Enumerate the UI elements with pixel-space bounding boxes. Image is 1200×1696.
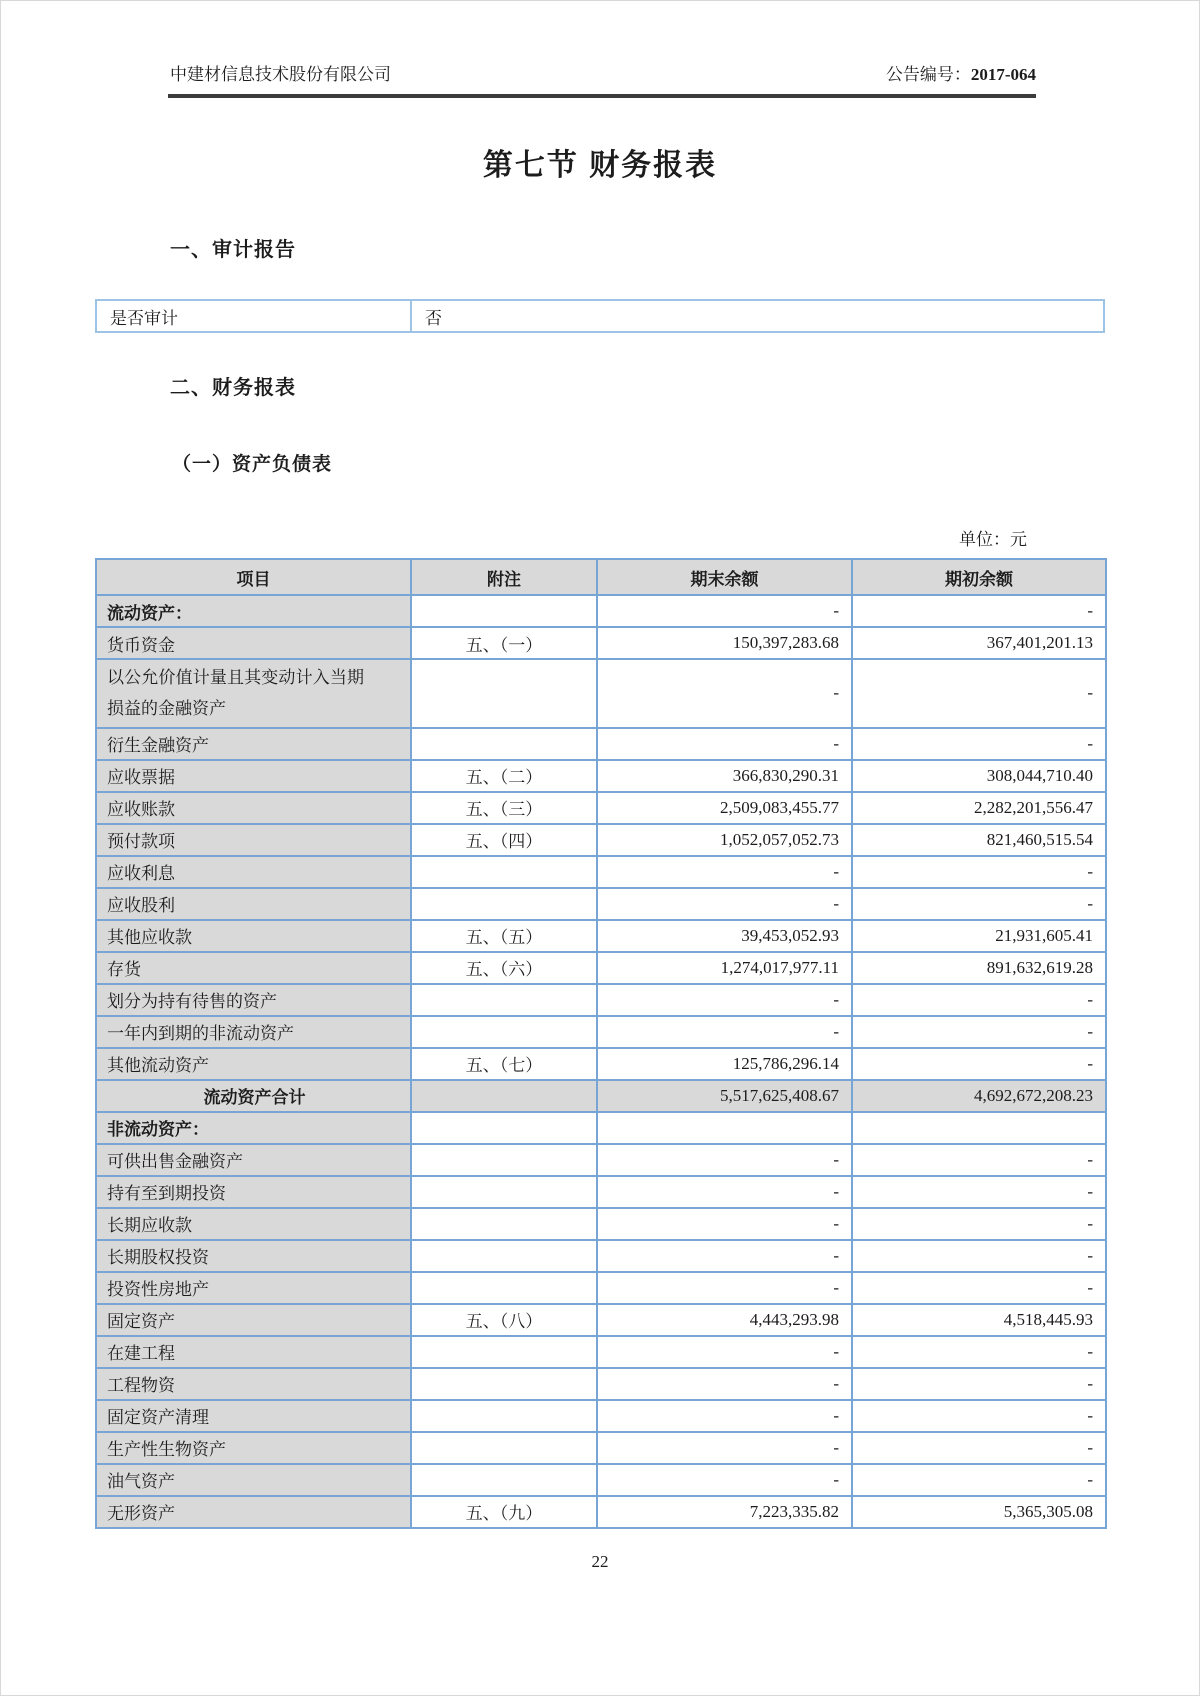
cell-note xyxy=(411,1016,597,1048)
cell-item: 非流动资产： xyxy=(96,1112,411,1144)
cell-note xyxy=(411,659,597,728)
unit-label: 单位：元 xyxy=(959,530,1027,549)
cell-item: 持有至到期投资 xyxy=(96,1176,411,1208)
cell-item: 存货 xyxy=(96,952,411,984)
cell-item: 应收利息 xyxy=(96,856,411,888)
cell-beginning-balance: 891,632,619.28 xyxy=(852,952,1106,984)
cell-ending-balance: 125,786,296.14 xyxy=(597,1048,852,1080)
table-row xyxy=(96,824,1106,856)
table-row xyxy=(96,984,1106,1016)
cell-note xyxy=(411,1112,597,1144)
notice-number-group xyxy=(886,60,1036,85)
table-row xyxy=(96,1048,1106,1080)
cell-ending-balance: - xyxy=(597,1464,852,1496)
cell-beginning-balance: - xyxy=(852,1048,1106,1080)
column-header-ending-balance: 期末余额 xyxy=(597,559,852,595)
cell-note xyxy=(411,1208,597,1240)
cell-note xyxy=(411,984,597,1016)
cell-item: 预付款项 xyxy=(96,824,411,856)
cell-ending-balance: 5,517,625,408.67 xyxy=(597,1080,852,1112)
cell-note xyxy=(411,728,597,760)
cell-ending-balance: - xyxy=(597,1368,852,1400)
cell-note: 五、（五） xyxy=(411,920,597,952)
cell-ending-balance: - xyxy=(597,595,852,627)
table-row xyxy=(96,1144,1106,1176)
cell-beginning-balance: 4,692,672,208.23 xyxy=(852,1080,1106,1112)
cell-beginning-balance: 21,931,605.41 xyxy=(852,920,1106,952)
cell-beginning-balance: 308,044,710.40 xyxy=(852,760,1106,792)
table-row xyxy=(96,792,1106,824)
cell-note: 五、（三） xyxy=(411,792,597,824)
cell-ending-balance xyxy=(597,1112,852,1144)
table-row xyxy=(96,856,1106,888)
cell-note xyxy=(411,1400,597,1432)
notice-number: 2017-064 xyxy=(970,65,1036,84)
cell-beginning-balance: 5,365,305.08 xyxy=(852,1496,1106,1528)
table-row xyxy=(96,1496,1106,1528)
cell-ending-balance: - xyxy=(597,856,852,888)
table-row xyxy=(96,1176,1106,1208)
cell-note xyxy=(411,1240,597,1272)
cell-note: 五、（九） xyxy=(411,1496,597,1528)
cell-item: 划分为持有待售的资产 xyxy=(96,984,411,1016)
notice-label: 公告编号： xyxy=(885,65,971,84)
cell-note: 五、（七） xyxy=(411,1048,597,1080)
cell-beginning-balance: - xyxy=(852,984,1106,1016)
cell-beginning-balance: - xyxy=(852,1240,1106,1272)
cell-beginning-balance: - xyxy=(852,1432,1106,1464)
cell-item: 固定资产 xyxy=(96,1304,411,1336)
cell-ending-balance: - xyxy=(597,984,852,1016)
cell-beginning-balance: 367,401,201.13 xyxy=(852,627,1106,659)
cell-beginning-balance: - xyxy=(852,1208,1106,1240)
header-divider xyxy=(168,94,1036,98)
cell-ending-balance: - xyxy=(597,1176,852,1208)
cell-item: 其他应收款 xyxy=(96,920,411,952)
cell-ending-balance: - xyxy=(597,1432,852,1464)
cell-ending-balance: - xyxy=(597,1400,852,1432)
cell-ending-balance: 7,223,335.82 xyxy=(597,1496,852,1528)
column-header-note: 附注 xyxy=(411,559,597,595)
cell-ending-balance: 1,274,017,977.11 xyxy=(597,952,852,984)
cell-ending-balance: - xyxy=(597,888,852,920)
table-row xyxy=(96,1240,1106,1272)
cell-beginning-balance: 4,518,445.93 xyxy=(852,1304,1106,1336)
cell-ending-balance: 2,509,083,455.77 xyxy=(597,792,852,824)
cell-item: 以公允价值计量且其变动计入当期损益的金融资产 xyxy=(96,659,411,728)
cell-item: 无形资产 xyxy=(96,1496,411,1528)
section-heading-financial: 二、财务报表 xyxy=(170,377,296,399)
cell-item: 生产性生物资产 xyxy=(96,1432,411,1464)
table-row xyxy=(96,952,1106,984)
cell-note xyxy=(411,1272,597,1304)
cell-beginning-balance: - xyxy=(852,1400,1106,1432)
table-row xyxy=(96,1208,1106,1240)
subsection-heading-balance-sheet: （一）资产负债表 xyxy=(172,454,333,475)
cell-beginning-balance: - xyxy=(852,1368,1106,1400)
cell-beginning-balance: - xyxy=(852,1176,1106,1208)
balance-sheet-table xyxy=(95,558,1107,1529)
cell-note xyxy=(411,856,597,888)
cell-note: 五、（六） xyxy=(411,952,597,984)
cell-note: 五、（八） xyxy=(411,1304,597,1336)
cell-note xyxy=(411,1464,597,1496)
cell-item: 应收账款 xyxy=(96,792,411,824)
cell-item: 在建工程 xyxy=(96,1336,411,1368)
cell-ending-balance: 39,453,052.93 xyxy=(597,920,852,952)
cell-ending-balance: - xyxy=(597,1272,852,1304)
cell-beginning-balance: - xyxy=(852,1336,1106,1368)
cell-beginning-balance: - xyxy=(852,1016,1106,1048)
table-row xyxy=(96,1304,1106,1336)
table-row xyxy=(96,728,1106,760)
column-header-item: 项目 xyxy=(96,559,411,595)
cell-item: 流动资产合计 xyxy=(96,1080,411,1112)
cell-beginning-balance: - xyxy=(852,595,1106,627)
cell-item: 工程物资 xyxy=(96,1368,411,1400)
cell-item: 应收票据 xyxy=(96,760,411,792)
cell-ending-balance: - xyxy=(597,1336,852,1368)
table-row xyxy=(96,595,1106,627)
cell-ending-balance: - xyxy=(597,1240,852,1272)
table-row xyxy=(96,1464,1106,1496)
cell-item: 一年内到期的非流动资产 xyxy=(96,1016,411,1048)
cell-ending-balance: 1,052,057,052.73 xyxy=(597,824,852,856)
cell-item: 其他流动资产 xyxy=(96,1048,411,1080)
section-heading-audit: 一、审计报告 xyxy=(170,239,296,261)
table-row xyxy=(96,627,1106,659)
cell-beginning-balance: - xyxy=(852,728,1106,760)
balance-sheet-header-row xyxy=(96,559,1106,595)
page-header xyxy=(170,60,1036,85)
table-row xyxy=(96,1432,1106,1464)
balance-sheet-body xyxy=(96,595,1106,1528)
cell-note: 五、（一） xyxy=(411,627,597,659)
cell-item: 流动资产： xyxy=(96,595,411,627)
cell-note: 五、（二） xyxy=(411,760,597,792)
cell-note xyxy=(411,888,597,920)
page-title: 第七节 财务报表 xyxy=(482,149,718,182)
audit-table xyxy=(95,299,1105,333)
cell-ending-balance: 150,397,283.68 xyxy=(597,627,852,659)
table-row xyxy=(96,1336,1106,1368)
table-row xyxy=(96,920,1106,952)
cell-item: 油气资产 xyxy=(96,1464,411,1496)
cell-beginning-balance: - xyxy=(852,856,1106,888)
cell-ending-balance: 4,443,293.98 xyxy=(597,1304,852,1336)
table-row xyxy=(96,1272,1106,1304)
audit-answer-cell: 否 xyxy=(425,308,442,328)
cell-item: 长期应收款 xyxy=(96,1208,411,1240)
cell-beginning-balance xyxy=(852,1112,1106,1144)
page-number: 22 xyxy=(591,1552,609,1571)
cell-note xyxy=(411,1368,597,1400)
cell-item: 固定资产清理 xyxy=(96,1400,411,1432)
company-name: 中建材信息技术股份有限公司 xyxy=(170,65,391,84)
cell-beginning-balance: - xyxy=(852,1144,1106,1176)
cell-ending-balance: - xyxy=(597,659,852,728)
cell-note xyxy=(411,1336,597,1368)
cell-beginning-balance: - xyxy=(852,1272,1106,1304)
cell-note xyxy=(411,1176,597,1208)
table-row xyxy=(96,1080,1106,1112)
cell-item: 投资性房地产 xyxy=(96,1272,411,1304)
cell-item: 衍生金融资产 xyxy=(96,728,411,760)
cell-beginning-balance: - xyxy=(852,659,1106,728)
cell-beginning-balance: - xyxy=(852,888,1106,920)
cell-item: 长期股权投资 xyxy=(96,1240,411,1272)
cell-beginning-balance: - xyxy=(852,1464,1106,1496)
column-header-beginning-balance: 期初余额 xyxy=(852,559,1106,595)
cell-ending-balance: - xyxy=(597,1144,852,1176)
cell-item: 货币资金 xyxy=(96,627,411,659)
cell-ending-balance: - xyxy=(597,728,852,760)
cell-ending-balance: 366,830,290.31 xyxy=(597,760,852,792)
cell-ending-balance: - xyxy=(597,1016,852,1048)
cell-note: 五、（四） xyxy=(411,824,597,856)
cell-note xyxy=(411,1432,597,1464)
cell-beginning-balance: 821,460,515.54 xyxy=(852,824,1106,856)
table-row xyxy=(96,760,1106,792)
cell-item: 可供出售金融资产 xyxy=(96,1144,411,1176)
table-row xyxy=(96,1016,1106,1048)
cell-item: 应收股利 xyxy=(96,888,411,920)
table-row xyxy=(96,1400,1106,1432)
table-row xyxy=(96,1368,1106,1400)
cell-note xyxy=(411,1080,597,1112)
cell-note xyxy=(411,1144,597,1176)
table-row xyxy=(96,888,1106,920)
table-row xyxy=(96,659,1106,728)
cell-ending-balance: - xyxy=(597,1208,852,1240)
cell-beginning-balance: 2,282,201,556.47 xyxy=(852,792,1106,824)
cell-note xyxy=(411,595,597,627)
audit-question-cell: 是否审计 xyxy=(97,301,412,331)
table-row xyxy=(96,1112,1106,1144)
